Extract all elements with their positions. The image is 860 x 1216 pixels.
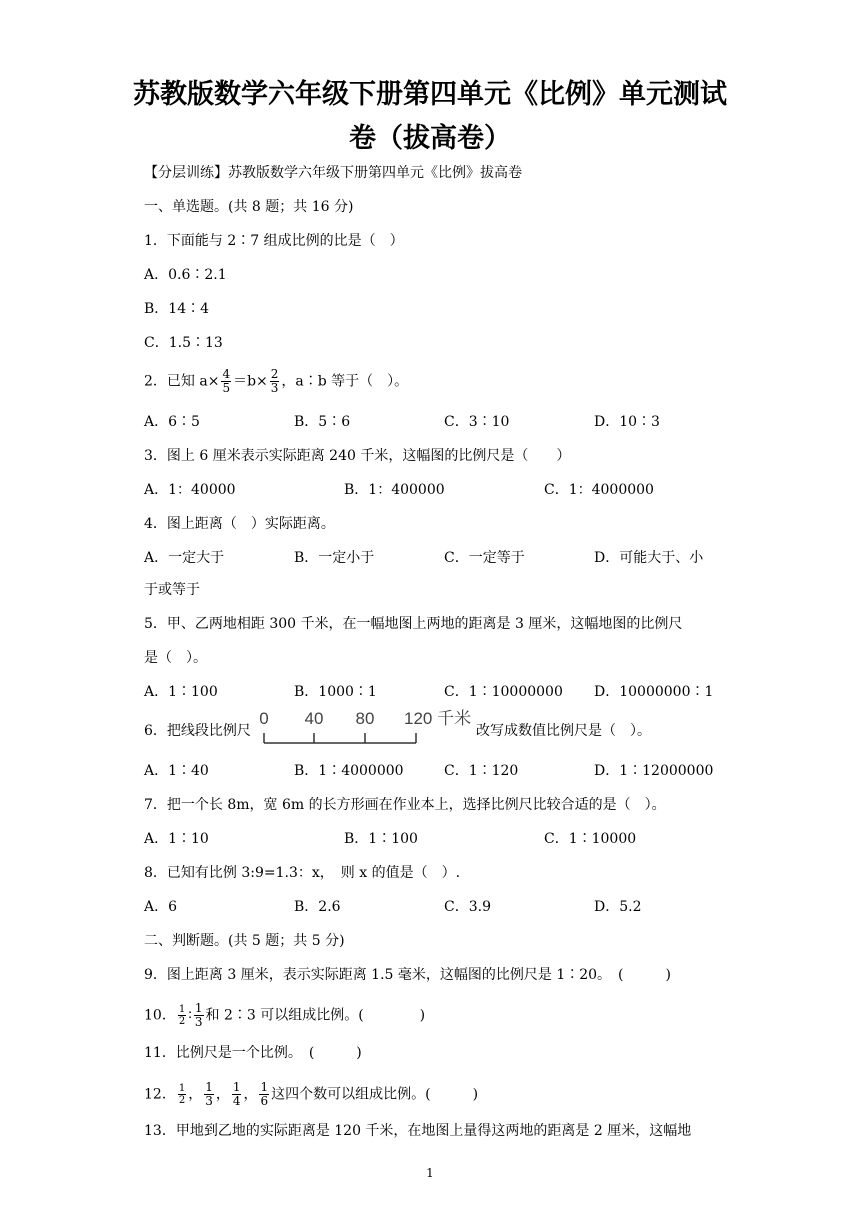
fraction: $\frac{4}{5}$ xyxy=(222,367,231,395)
page-title-line2: 卷（拔高卷） xyxy=(349,123,511,154)
option-b: B．1000∶1 xyxy=(294,684,377,700)
option-b: B．1∶100 xyxy=(344,831,418,847)
option-a: A．1∶10 xyxy=(144,831,209,847)
option-d: D．10000000∶1 xyxy=(594,684,714,700)
question-12: 12． $\frac{1}{2}$ ， $\frac{1}{3}$ ， $\frac{1}{4}$ ， $\frac{1}{6}$ 这四个数可以组成比例。( ) xyxy=(144,1080,479,1108)
option-d: D．可能大于、小 xyxy=(594,550,704,566)
question-5-continued: 是（ ）。 xyxy=(144,650,207,666)
fraction: $\frac{1}{3}$ xyxy=(194,1001,203,1029)
fraction: $\frac{1}{3}$ xyxy=(205,1080,213,1108)
question-9: 9．图上距离 3 厘米，表示实际距离 1.5 毫米，这幅图的比例尺是 1∶20。 ( ) xyxy=(144,967,671,983)
option-a: A．1∶100 xyxy=(144,684,218,700)
question-6-suffix: 改写成数值比例尺是（ ）。 xyxy=(476,723,651,739)
option-c: C．1∶10000 xyxy=(544,831,637,847)
option-d: D．10∶3 xyxy=(594,414,660,430)
question-2 xyxy=(144,368,408,395)
option-c: C．1∶120 xyxy=(444,763,519,779)
fraction: $\frac{2}{3}$ xyxy=(270,367,279,395)
question-10 xyxy=(144,1002,425,1029)
q2-suffix: ，a∶b 等于（ ）。 xyxy=(281,373,409,390)
q10-prefix: 10． xyxy=(144,1007,176,1024)
question-8: 8．已知有比例 3:9=1.3：x， 则 x 的值是（ ）. xyxy=(144,865,461,881)
question-4: 4．图上距离（ ）实际距离。 xyxy=(144,516,335,532)
option-a: A．一定大于 xyxy=(144,550,225,566)
q12-prefix: 12． xyxy=(144,1086,176,1103)
option-b: B．5∶6 xyxy=(294,414,351,430)
option-d: D．5.2 xyxy=(594,899,642,915)
question-1: 1．下面能与 2∶7 组成比例的比是（ ） xyxy=(144,233,404,249)
question-11: 11．比例尺是一个比例。 ( ) xyxy=(144,1045,362,1061)
option-c: C．1.5∶13 xyxy=(144,335,223,351)
option-a: A．6 xyxy=(144,899,178,915)
option-d: D．1∶12000000 xyxy=(594,763,714,779)
section-heading: 二、判断题。(共 5 题；共 5 分) xyxy=(144,933,345,949)
line-scale-figure xyxy=(258,706,478,748)
fraction: $\frac{1}{2}$ xyxy=(178,1083,186,1106)
scale-label-40: 40 xyxy=(304,709,324,728)
question-6-prefix: 6．把线段比例尺 xyxy=(144,723,251,739)
q2-prefix: 2．已知 a× xyxy=(144,373,220,390)
section-heading: 一、单选题。(共 8 题；共 16 分) xyxy=(144,199,354,215)
option-a: A．6∶5 xyxy=(144,414,200,430)
option-c: C．1∶10000000 xyxy=(444,684,563,700)
option-a: A．1：40000 xyxy=(144,482,236,498)
subtitle: 【分层训练】苏教版数学六年级下册第四单元《比例》拔高卷 xyxy=(144,165,522,181)
q12-suffix: 这四个数可以组成比例。( ) xyxy=(271,1086,479,1103)
option-c: C．一定等于 xyxy=(444,550,525,566)
option-c: C．3.9 xyxy=(444,899,491,915)
question-13: 13．甲地到乙地的实际距离是 120 千米，在地图上量得这两地的距离是 2 厘米，这幅地 xyxy=(144,1123,692,1139)
option-c: C．3∶10 xyxy=(444,414,510,430)
scale-label-0: 0 xyxy=(259,709,269,728)
q10-colon: ∶ xyxy=(188,1007,192,1024)
option-b: B．2.6 xyxy=(294,899,341,915)
option-b: B．一定小于 xyxy=(294,550,375,566)
option-b: B．1：400000 xyxy=(344,482,445,498)
option-b: B．1∶4000000 xyxy=(294,763,404,779)
scale-label-120: 120 千米 xyxy=(404,709,472,728)
option-a: A．0.6∶2.1 xyxy=(144,267,227,283)
fraction: $\frac{1}{6}$ xyxy=(260,1080,269,1108)
scale-label-80: 80 xyxy=(355,709,375,728)
question-7: 7．把一个长 8m，宽 6m 的长方形画在作业本上，选择比例尺比较合适的是（ ）。 xyxy=(144,797,666,813)
option-a: A．1∶40 xyxy=(144,763,209,779)
question-3: 3．图上 6 厘米表示实际距离 240 千米，这幅图的比例尺是（ ） xyxy=(144,448,571,464)
question-5: 5．甲、乙两地相距 300 千米，在一幅地图上两地的距离是 3 厘米，这幅地图的比例尺 xyxy=(144,616,683,632)
page-title: 苏教版数学六年级下册第四单元《比例》单元测试 xyxy=(133,79,727,110)
fraction: $\frac{1}{4}$ xyxy=(232,1080,241,1108)
q10-suffix: 和 2∶3 可以组成比例。( ) xyxy=(205,1007,426,1024)
page-number: 1 xyxy=(426,1166,434,1180)
option-c: C．1：4000000 xyxy=(544,482,654,498)
option-b: B．14∶4 xyxy=(144,301,210,317)
fraction: $\frac{1}{2}$ xyxy=(178,1004,186,1027)
q2-mid: ＝b× xyxy=(233,373,268,390)
option-d-continued: 于或等于 xyxy=(144,582,200,598)
